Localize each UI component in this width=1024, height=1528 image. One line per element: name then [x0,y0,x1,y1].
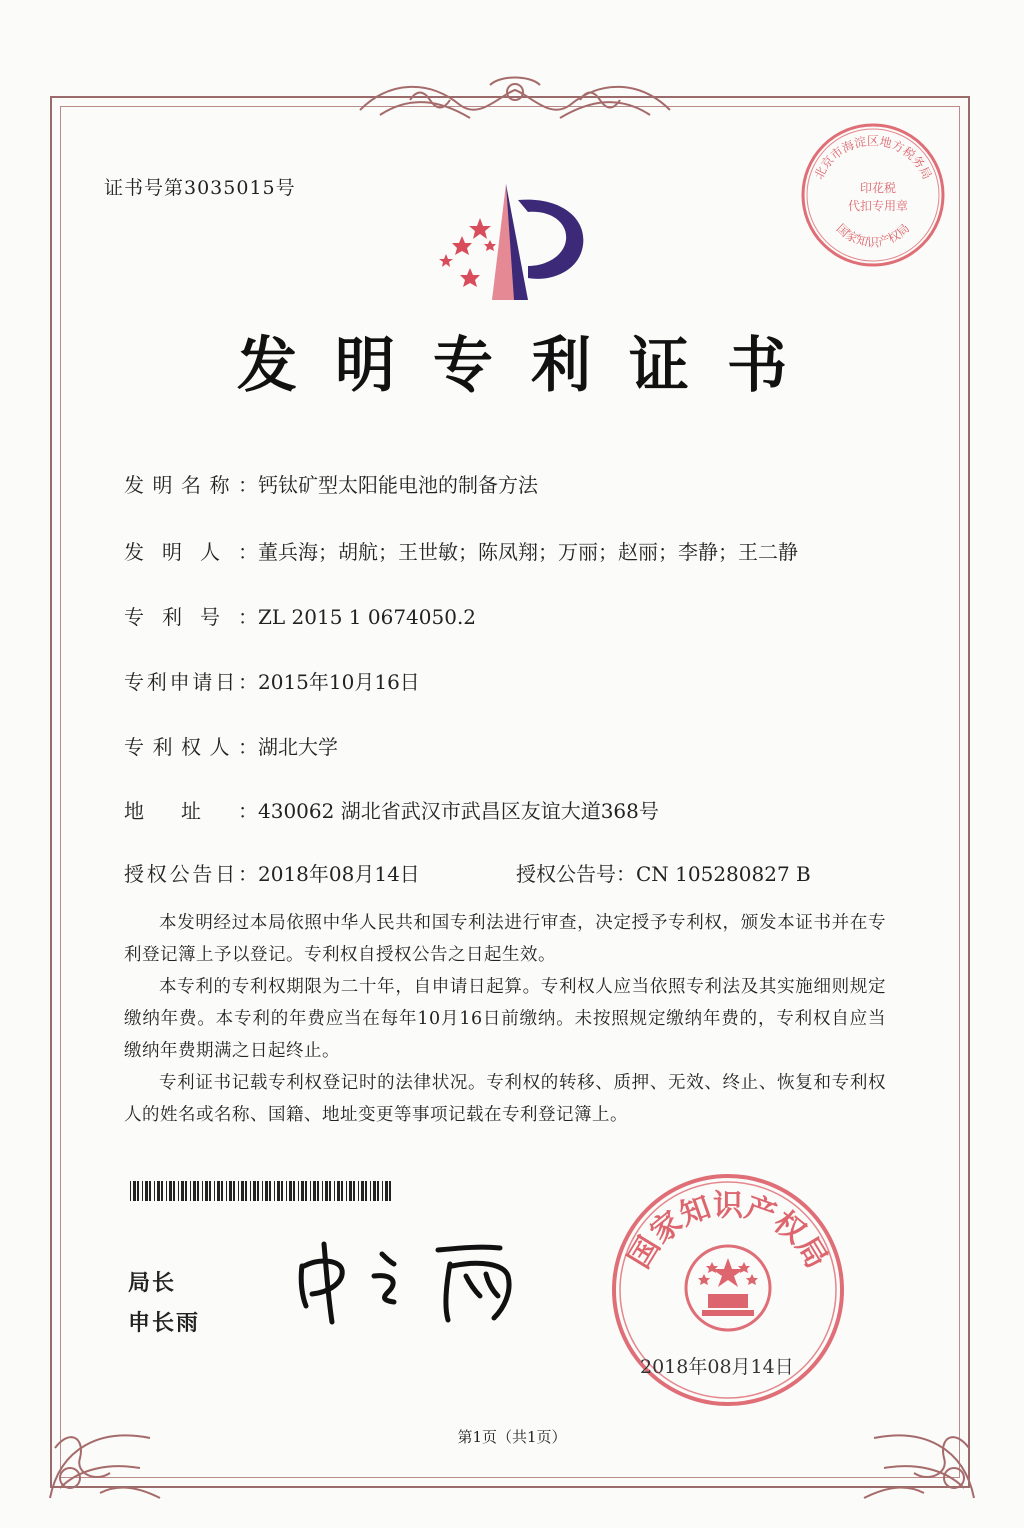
barcode-bar [133,1181,136,1201]
barcode-bar [353,1181,355,1201]
barcode-bar [161,1181,163,1201]
barcode-bar [169,1181,172,1201]
grant-date-label: 授权公告日： [124,862,258,886]
barcode-bar [209,1181,211,1201]
field-filing-date [124,666,420,695]
paragraph-2: 本专利的专利权期限为二十年，自申请日起算。专利权人应当依照专利法及其实施细则规定缴纳年费。本专利的年费应当在每年10月16日前缴纳。未按照规定缴纳年费的，专利权自应当缴纳年费期满之日起终止。 [124,977,886,1061]
barcode-bar [193,1181,196,1201]
barcode-bar [317,1181,319,1201]
top-ornament [350,70,680,130]
field-grant-pub-no [516,858,811,887]
barcode-bar [286,1181,287,1201]
barcode-bar [334,1181,335,1201]
barcode-bar [289,1181,292,1201]
grant-pub-no-value: CN 105280827 B [636,862,811,886]
barcode-bar [241,1181,244,1201]
barcode-bar [233,1181,235,1201]
barcode-bar [157,1181,160,1201]
address-value: 430062 湖北省武汉市武昌区友谊大道368号 [258,799,659,823]
invention-name-label: 发明名称： [124,473,258,497]
field-grant-date [124,858,420,887]
certificate-number: 证书号第3035015号 [104,177,296,199]
filing-date-value: 2015年10月16日 [258,670,420,694]
field-patent-no [124,601,476,630]
barcode-bar [346,1181,347,1201]
barcode-bar [382,1181,383,1201]
barcode-bar [173,1181,175,1201]
barcode [130,1181,392,1201]
barcode-bar [310,1181,311,1201]
filing-date-label: 专利申请日： [124,670,258,694]
invention-name-value: 钙钛矿型太阳能电池的制备方法 [258,473,538,497]
barcode-bar [325,1181,328,1201]
patent-no-value: ZL 2015 1 0674050.2 [258,605,477,629]
barcode-bar [197,1181,199,1201]
barcode-bar [337,1181,340,1201]
director-signature [290,1236,530,1326]
patent-no-label: 专利号： [124,605,258,629]
barcode-bar [205,1181,208,1201]
inventors-value: 董兵海；胡航；王世敏；陈凤翔；万丽；赵丽；李静；王二静 [258,540,798,564]
barcode-bar [373,1181,376,1201]
barcode-bar [313,1181,316,1201]
field-address [124,795,659,824]
cnipa-seal-text: 国家知识产权局 [621,1188,835,1275]
barcode-bar [214,1181,215,1201]
barcode-bar [349,1181,352,1201]
bottom-left-corner-ornament [40,1388,170,1508]
barcode-bar [185,1181,187,1201]
barcode-bar [365,1181,367,1201]
tax-seal-stamp [798,120,948,270]
barcode-bar [238,1181,239,1201]
patent-office-logo [432,180,592,308]
barcode-bar [245,1181,247,1201]
field-inventors [124,536,798,565]
barcode-bar [257,1181,259,1201]
grant-pub-no-label: 授权公告号： [516,862,636,886]
svg-text:国家知识产权局 [834,221,913,249]
barcode-bar [149,1181,151,1201]
page-title: 发明专利证书 [237,331,825,401]
barcode-bar [181,1181,184,1201]
field-patentee [124,731,338,760]
seal-date: 2018年08月14日 [640,1356,794,1378]
tax-seal-inner-line1: 印花税 [859,181,897,195]
page-number: 第1页（共1页） [457,1428,567,1446]
tax-seal-bottom-text: 国家知识产权局 [833,221,913,250]
barcode-bar [265,1181,268,1201]
inventors-label: 发明人： [124,540,258,564]
barcode-bar [277,1181,280,1201]
barcode-bar [281,1181,283,1201]
barcode-bar [137,1181,139,1201]
barcode-bar [298,1181,299,1201]
paragraph-1: 本发明经过本局依照中华人民共和国专利法进行审查，决定授予专利权，颁发本证书并在专利登记簿上予以登记。专利权自授权公告之日起生效。 [124,913,886,965]
barcode-bar [142,1181,143,1201]
barcode-bar [217,1181,220,1201]
barcode-bar [145,1181,148,1201]
address-label: 地址： [124,799,258,823]
barcode-bar [221,1181,223,1201]
barcode-bar [358,1181,359,1201]
barcode-bar [154,1181,155,1201]
barcode-bar [262,1181,263,1201]
grant-date-value: 2018年08月14日 [258,862,420,886]
barcode-bar [293,1181,295,1201]
bottom-right-corner-ornament [854,1388,984,1508]
barcode-bar [178,1181,179,1201]
barcode-bar [370,1181,371,1201]
director-name: 申长雨 [128,1311,201,1336]
barcode-bar [377,1181,379,1201]
barcode-bar [385,1181,388,1201]
director-title: 局长 [128,1271,177,1296]
barcode-bar [226,1181,227,1201]
barcode-bar [361,1181,364,1201]
field-invention-name [124,469,538,498]
barcode-bar [229,1181,232,1201]
barcode-bar [253,1181,256,1201]
barcode-bar [166,1181,167,1201]
barcode-bar [301,1181,304,1201]
tax-seal-outer-text: 北京市海淀区地方税务局 [811,134,935,182]
barcode-bar [190,1181,191,1201]
barcode-bar [274,1181,275,1201]
barcode-bar [305,1181,307,1201]
patentee-label: 专利权人： [124,735,258,759]
patentee-value: 湖北大学 [258,735,338,759]
barcode-bar [329,1181,331,1201]
barcode-bar [341,1181,343,1201]
barcode-bar [250,1181,251,1201]
barcode-bar [269,1181,271,1201]
tax-seal-inner-line2: 代扣专用章 [847,199,909,213]
barcode-bar [389,1181,391,1201]
barcode-bar [322,1181,323,1201]
barcode-bar [202,1181,203,1201]
paragraph-3: 专利证书记载专利权登记时的法律状况。专利权的转移、质押、无效、终止、恢复和专利权人的姓名或名称、国籍、地址变更等事项记载在专利登记簿上。 [124,1073,886,1125]
barcode-bar [130,1181,131,1201]
